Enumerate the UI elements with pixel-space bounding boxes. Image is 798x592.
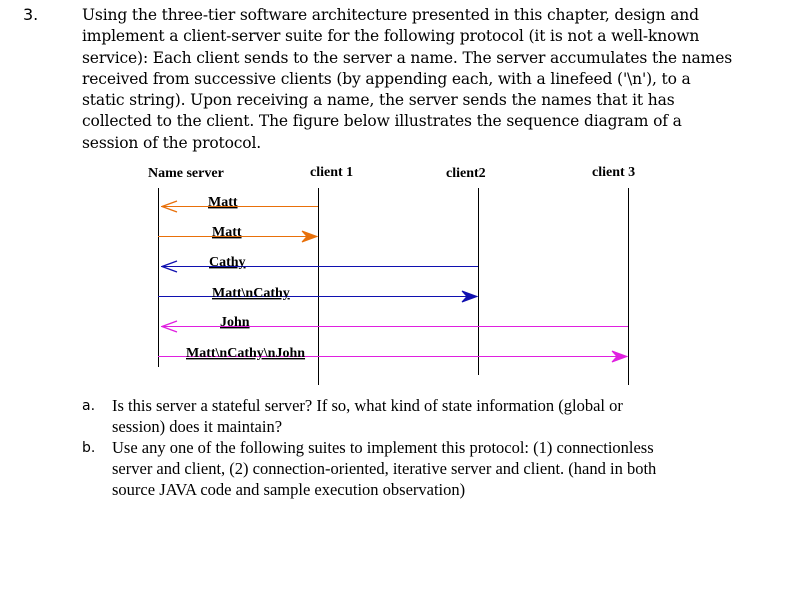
question-line: session of the protocol.	[82, 133, 262, 152]
header-client-1: client 1	[310, 165, 354, 180]
header-name-server: Name server	[148, 166, 224, 181]
subquestion-line: source JAVA code and sample execution observation)	[112, 480, 466, 499]
question-line: implement a client-server suite for the following protocol (it is not a well-known	[82, 27, 700, 46]
message-label: Cathy	[209, 255, 246, 270]
header-client-3: client 3	[592, 165, 636, 180]
message-arrow	[158, 346, 627, 362]
question-line: static string). Upon receiving a name, the server sends the names that it has	[82, 91, 675, 110]
header-client-2: client2	[446, 166, 486, 181]
subquestion-a	[82, 395, 782, 437]
message-arrow	[158, 225, 317, 242]
question-line: collected to the client. The figure below illustrates the sequence diagram of a	[82, 112, 682, 131]
message-arrow	[161, 195, 318, 212]
question-line: Using the three-tier software architecture presented in this chapter, design and	[82, 6, 699, 24]
question-line: service): Each client sends to the server a name. The server accumulates the names	[82, 48, 733, 67]
subquestion-line: session) does it maintain?	[112, 417, 283, 436]
subquestion-line: Is this server a stateful server? If so, what kind of state information (global or	[112, 396, 623, 415]
question-line: received from successive clients (by appending each, with a linefeed ('\n'), to a	[82, 69, 691, 88]
message-label: Matt\nCathy	[212, 286, 290, 301]
message-label: John	[220, 315, 250, 330]
subquestion-line: server and client, (2) connection-oriented, iterative server and client. (hand in both	[112, 459, 657, 478]
subquestion-marker: a.	[82, 398, 96, 414]
message-label: Matt\nCathy\nJohn	[186, 346, 306, 361]
subquestion-marker: b.	[82, 440, 96, 456]
subquestion-line: Use any one of the following suites to implement this protocol: (1) connectionless	[112, 438, 654, 457]
subquestion-b	[82, 437, 782, 500]
message-arrow	[161, 315, 628, 332]
question-number: 3.	[23, 5, 39, 24]
message-arrow	[161, 255, 478, 272]
message-label: Matt	[212, 225, 242, 240]
message-arrow	[158, 286, 477, 302]
message-label: Matt	[208, 195, 238, 210]
